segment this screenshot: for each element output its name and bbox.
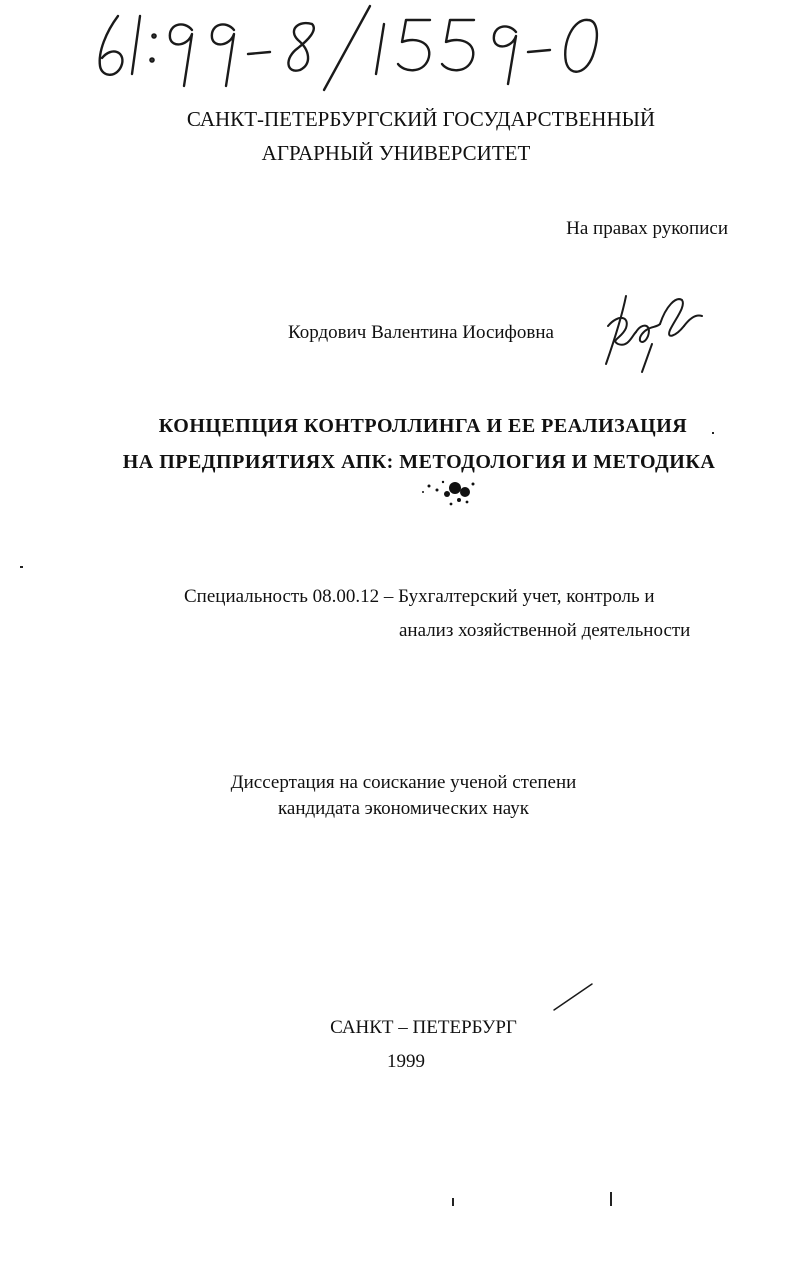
- author-name: Кордович Валентина Иосифовна: [288, 322, 554, 343]
- specialty: [184, 580, 690, 648]
- university-line-2: АГРАРНЫЙ УНИВЕРСИТЕТ: [261, 141, 531, 165]
- city-name: САНКТ – ПЕТЕРБУРГ: [330, 1017, 517, 1038]
- ink-blot: [415, 474, 485, 510]
- year: 1999: [387, 1051, 425, 1072]
- scan-dot: [712, 432, 714, 434]
- signature-image: [596, 286, 706, 376]
- dissertation-title: [0, 408, 792, 480]
- title-line-1: КОНЦЕПЦИЯ КОНТРОЛЛИНГА И ЕЕ РЕАЛИЗАЦИЯ: [158, 415, 688, 437]
- degree-line-2: кандидата экономических наук: [277, 798, 530, 819]
- university-line-1: САНКТ-ПЕТЕРБУРГСКИЙ ГОСУДАРСТВЕННЫЙ: [186, 107, 656, 131]
- scan-dot: [20, 566, 23, 568]
- specialty-line-2: анализ хозяйственной деятельности: [399, 620, 691, 641]
- archive-code-handwriting: [88, 2, 628, 94]
- scan-tick: [452, 1198, 454, 1206]
- city-year: [0, 1011, 792, 1079]
- title-line-2: НА ПРЕДПРИЯТИЯХ АПК: МЕТОДОЛОГИЯ И МЕТОДИКА: [122, 451, 716, 473]
- degree-statement: [0, 770, 792, 822]
- pen-stroke: [552, 980, 594, 1014]
- specialty-line-1: Специальность 08.00.12 – Бухгалтерский учет, контроль и: [184, 586, 655, 607]
- scan-tick: [610, 1192, 612, 1206]
- degree-line-1: Диссертация на соискание ученой степени: [230, 772, 577, 793]
- rights-note: На правах рукописи: [566, 218, 728, 239]
- university-name: [0, 102, 792, 170]
